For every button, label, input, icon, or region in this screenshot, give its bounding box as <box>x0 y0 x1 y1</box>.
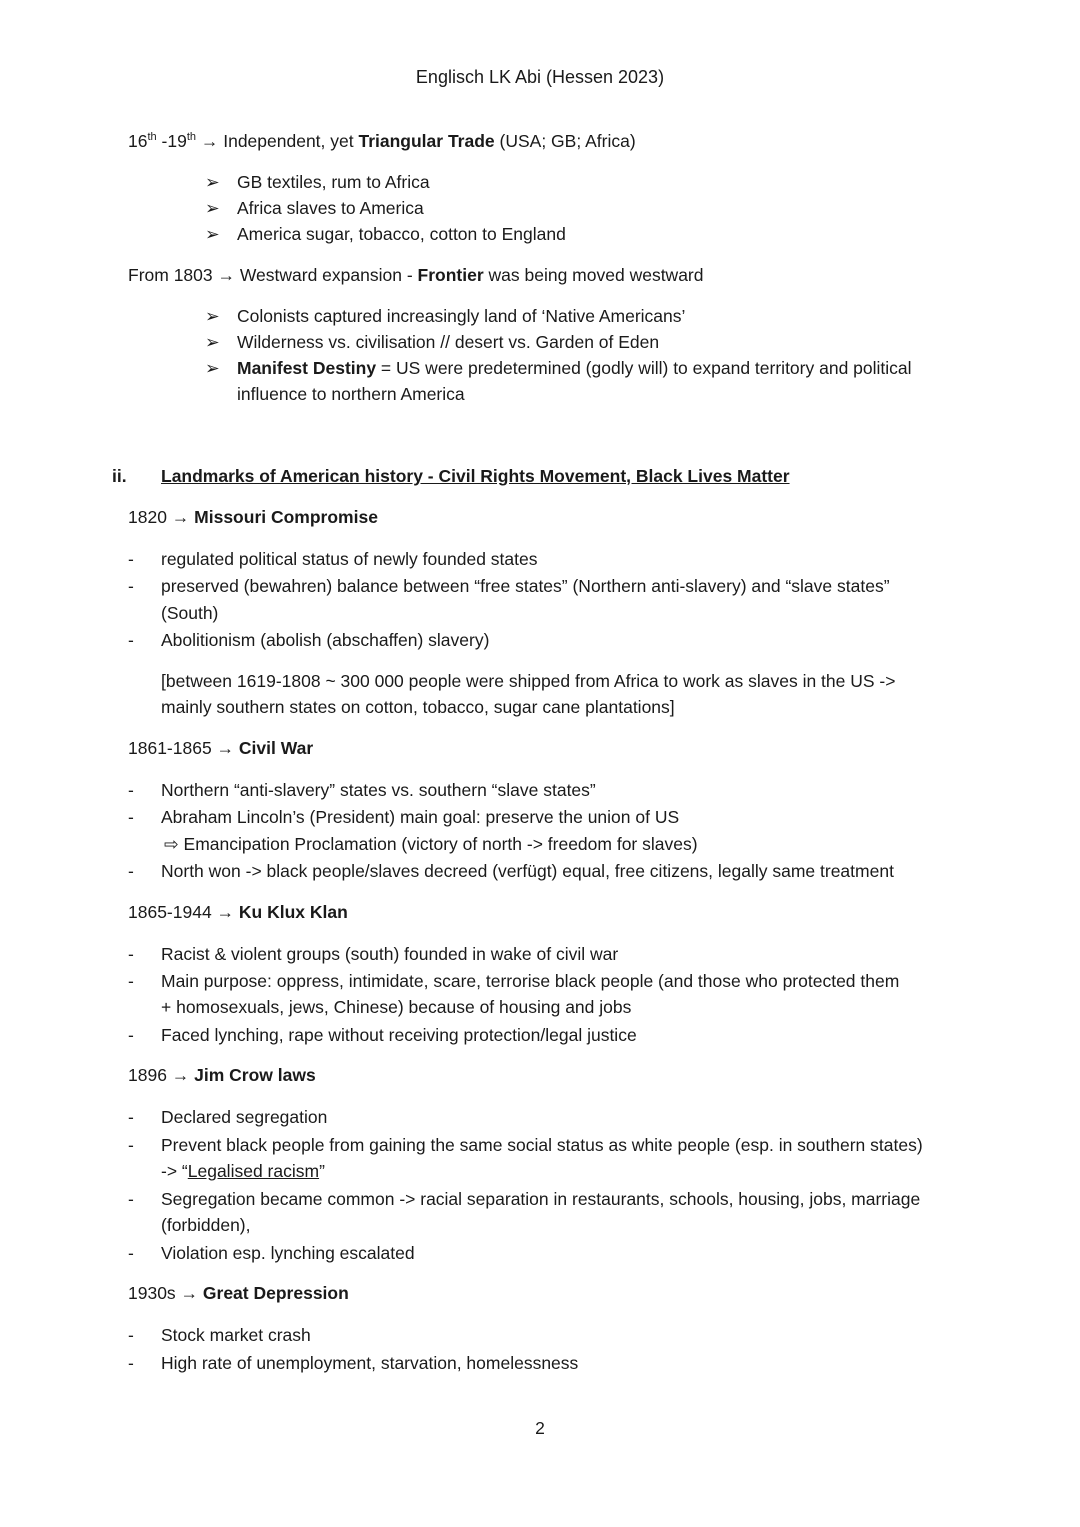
note-text: mainly southern states on cotton, tobacco, sugar cane plantations] <box>161 697 675 717</box>
list-item-continuation: (forbidden), <box>161 1215 251 1235</box>
dash-bullet: - <box>128 780 134 800</box>
list-item: Segregation became common -> racial separation in restaurants, schools, housing, jobs, marriage <box>161 1189 921 1209</box>
list-item: ➢ America sugar, tobacco, cotton to England <box>205 221 566 247</box>
civil-war-heading: 1861-1865 → Civil War <box>128 738 314 758</box>
dash-bullet: - <box>128 549 134 569</box>
section-number: ii. <box>112 466 127 486</box>
list-item: Abolitionism (abolish (abschaffen) slavery) <box>161 630 490 650</box>
list-item: ➢ Africa slaves to America <box>205 195 424 221</box>
dash-bullet: - <box>128 1325 134 1345</box>
arrowhead-bullet-icon: ➢ <box>205 332 220 352</box>
list-item: North won -> black people/slaves decreed (verfügt) equal, free citizens, legally same treatment <box>161 861 894 881</box>
list-item: High rate of unemployment, starvation, homelessness <box>161 1353 579 1373</box>
dash-bullet: - <box>128 1243 134 1263</box>
missouri-heading: 1820 → Missouri Compromise <box>128 507 378 527</box>
arrowhead-bullet-icon: ➢ <box>205 358 220 378</box>
list-item: Stock market crash <box>161 1325 311 1345</box>
list-item: Violation esp. lynching escalated <box>161 1243 415 1263</box>
list-item: Racist & violent groups (south) founded in wake of civil war <box>161 944 619 964</box>
list-item: Faced lynching, rape without receiving protection/legal justice <box>161 1025 637 1045</box>
dash-bullet: - <box>128 861 134 881</box>
page-number: 2 <box>535 1418 545 1438</box>
sub-list-item: ⇨ Emancipation Proclamation (victory of north -> freedom for slaves) <box>164 834 698 854</box>
dash-bullet: - <box>128 1135 134 1155</box>
list-item: ➢ Wilderness vs. civilisation // desert vs. Garden of Eden <box>205 329 659 355</box>
westward-heading: From 1803 → Westward expansion - Frontier was being moved westward <box>128 265 704 285</box>
list-item: Main purpose: oppress, intimidate, scare, terrorise black people (and those who protected them <box>161 971 900 991</box>
list-item-continuation: -> “Legalised racism” <box>161 1161 325 1181</box>
dash-bullet: - <box>128 1353 134 1373</box>
dash-bullet: - <box>128 1025 134 1045</box>
list-item-continuation: + homosexuals, jews, Chinese) because of housing and jobs <box>161 997 632 1017</box>
note-text: [between 1619-1808 ~ 300 000 people were shipped from Africa to work as slaves in the US -> <box>161 671 896 691</box>
list-item: ➢ GB textiles, rum to Africa <box>205 169 430 195</box>
list-item: Declared segregation <box>161 1107 328 1127</box>
arrowhead-bullet-icon: ➢ <box>205 172 220 192</box>
list-item: regulated political status of newly founded states <box>161 549 538 569</box>
trade-heading: 16th -19th → Independent, yet Triangular Trade (USA; GB; Africa) <box>128 131 636 151</box>
dash-bullet: - <box>128 1107 134 1127</box>
list-item: Northern “anti-slavery” states vs. southern “slave states” <box>161 780 596 800</box>
arrowhead-bullet-icon: ➢ <box>205 198 220 218</box>
depression-heading: 1930s → Great Depression <box>128 1283 349 1303</box>
list-item: ➢ Colonists captured increasingly land of ‘Native Americans’ <box>205 303 685 329</box>
list-item: Abraham Lincoln’s (President) main goal: preserve the union of US <box>161 807 680 827</box>
arrowhead-bullet-icon: ➢ <box>205 224 220 244</box>
page-header: Englisch LK Abi (Hessen 2023) <box>415 67 665 87</box>
arrowhead-bullet-icon: ➢ <box>205 306 220 326</box>
dash-bullet: - <box>128 971 134 991</box>
list-item-continuation: influence to northern America <box>237 384 465 404</box>
list-item: Prevent black people from gaining the same social status as white people (esp. in southern states) <box>161 1135 923 1155</box>
section-title: Landmarks of American history - Civil Rights Movement, Black Lives Matter <box>161 466 790 486</box>
list-item-continuation: (South) <box>161 603 219 623</box>
dash-bullet: - <box>128 807 134 827</box>
dash-bullet: - <box>128 630 134 650</box>
dash-bullet: - <box>128 944 134 964</box>
dash-bullet: - <box>128 1189 134 1209</box>
list-item: ➢ Manifest Destiny = US were predetermined (godly will) to expand territory and political <box>205 355 912 381</box>
dash-bullet: - <box>128 576 134 596</box>
list-item: preserved (bewahren) balance between “free states” (Northern anti-slavery) and “slave states” <box>161 576 890 596</box>
kkk-heading: 1865-1944 → Ku Klux Klan <box>128 902 348 922</box>
jim-crow-heading: 1896 → Jim Crow laws <box>128 1065 316 1085</box>
